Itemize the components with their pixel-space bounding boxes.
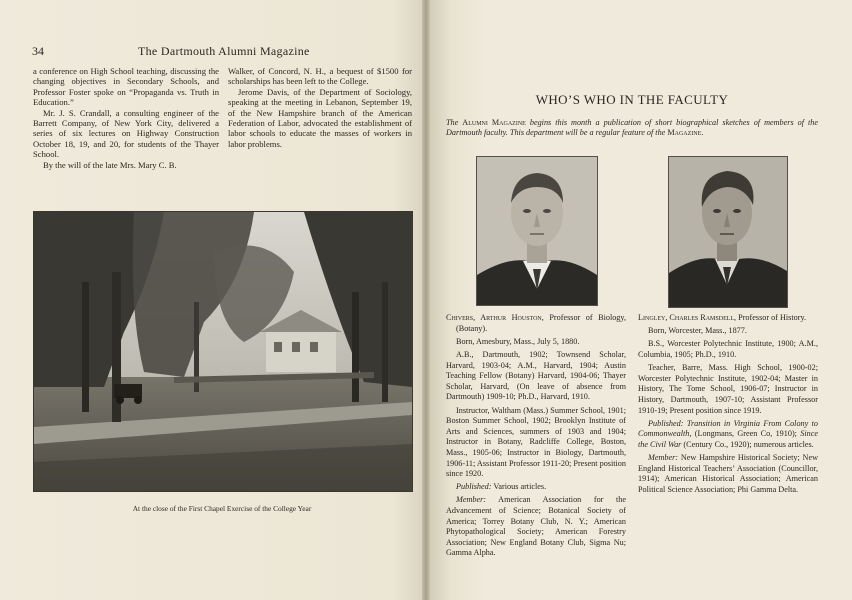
bio-member xyxy=(638,453,818,495)
bio-lingley xyxy=(638,313,818,498)
page-gutter xyxy=(422,0,430,600)
bio-born: Born, Worcester, Mass., 1877. xyxy=(648,326,747,336)
bio-published xyxy=(638,419,818,451)
intro-magazine-name: Alumni Magazine xyxy=(462,118,526,127)
intro-text: begins this month a publication of short biographical sketches of members of the Dartmouth faculty. This department will be a regular feature of the xyxy=(446,118,819,137)
bio-published xyxy=(446,482,626,493)
bio-born: Born, Amesbury, Mass., July 5, 1880. xyxy=(456,336,580,346)
published-label: Published: xyxy=(456,482,492,492)
published-book-title: Transition in Virginia From Colony to Commonwealth, xyxy=(638,418,818,439)
bio-chivers xyxy=(446,313,626,562)
bio-member xyxy=(446,495,626,559)
magazine-title: The Dartmouth Alumni Magazine xyxy=(138,44,310,58)
bio-title: Professor of History. xyxy=(738,313,807,322)
paragraph: By the will of the late Mrs. Mary C. B. xyxy=(43,159,177,170)
left-column-1 xyxy=(33,66,219,170)
published-label: Published: xyxy=(648,418,684,428)
bio-name: Lingley, Charles Ramsdell, xyxy=(638,313,737,322)
page-number: 34 xyxy=(32,44,44,58)
paragraph: a conference on High School teaching, discussing the changing objectives in Secondary Schools, and Professor Foster spoke on “Propaganda vs. Truth in Education.” xyxy=(33,66,219,108)
published-text: (Longmans, Green Co, 1910); xyxy=(694,429,797,439)
bio-heading xyxy=(638,313,818,324)
paragraph: Mr. J. S. Crandall, a consulting engineer of the Barrett Company, of New York City, delivered a series of six lectures on Highway Construction October 18, 19, and 20, for students of the Thayer School. xyxy=(33,107,219,160)
left-column-2 xyxy=(228,66,412,149)
paragraph: Walker, of Concord, N. H., a bequest of $1500 for scholarships has been left to the College. xyxy=(228,66,412,87)
member-text: New Hampshire Historical Society; New England Historical Teachers’ Association (Councillor, 1914); American Historical Association; American Political Science Association; Phi Gamma Delta. xyxy=(638,453,819,494)
bio-heading xyxy=(446,313,626,334)
paragraph: Jerome Davis, of the Department of Sociology, speaking at the meeting in Lebanon, September 19, of the New Hampshire branch of the American Federation of Labor, advocated the establishment of labor schools to educate the masses of workers in labor problems. xyxy=(228,86,412,149)
portrait-chivers xyxy=(476,156,598,306)
chapel-photo xyxy=(33,211,413,492)
portrait-lingley xyxy=(668,156,788,308)
bio-career: Teacher, Barre, Mass. High School, 1900-02; Worcester Polytechnic Institute, 1902-04; Master in History, The Tome School, 1906-07; Instructor in History, Dartmouth, 1907-10; Assistant Professor 1910-19; Present position since 1919. xyxy=(638,363,818,415)
running-head xyxy=(32,44,412,60)
section-title: WHO’S WHO IN THE FACULTY xyxy=(535,92,729,107)
bio-name: Chivers, Arthur Houston, xyxy=(446,313,544,322)
intro-end: Magazine. xyxy=(667,128,704,137)
bio-career: Instructor, Waltham (Mass.) Summer School, 1901; Boston Summer School, 1902; Brooklyn Institute of Arts and Sciences, summers of 1903 and 1904; Instructor in Botany, Radcliffe College, Boston, Mass., 1905-06; Instructor in Biology, Dartmouth, 1906-11; Assistant Professor 1911-20; Present position since 1920. xyxy=(446,405,626,479)
published-book-title: Since the Civil War xyxy=(638,429,818,449)
member-label: Member: xyxy=(648,453,679,463)
intro-prefix: The xyxy=(446,118,459,127)
bio-education: B.S., Worcester Polytechnic Institute, 1900; A.M., Columbia, 1905; Ph.D., 1910. xyxy=(638,339,818,359)
photo-caption: At the close of the First Chapel Exercise of the College Year xyxy=(132,504,312,513)
section-intro xyxy=(446,118,818,138)
bio-education: A.B., Dartmouth, 1902; Townsend Scholar, Harvard, 1903-04; A.M., Harvard, 1904; Austin Teaching Fellow (Botany) Harvard, 1904-06; Thayer Scholar, Harvard, (On leave of absence from Dartmouth) 1909-10; Ph.D., Harvard, 1910. xyxy=(446,349,626,402)
member-label: Member: xyxy=(456,495,487,505)
published-text: Various articles. xyxy=(493,482,547,492)
published-text: (Century Co., 1920); numerous articles. xyxy=(683,439,814,449)
bio-title: Professor of Biology, (Botany). xyxy=(456,313,627,333)
member-text: American Association for the Advancement of Science; Botanical Society of America; Torrey Botany Club, N. Y.; American Phytopathological Society; American Forestry Association; New England Botany Club, Sigma Nu; Gamma Alpha. xyxy=(446,495,626,558)
